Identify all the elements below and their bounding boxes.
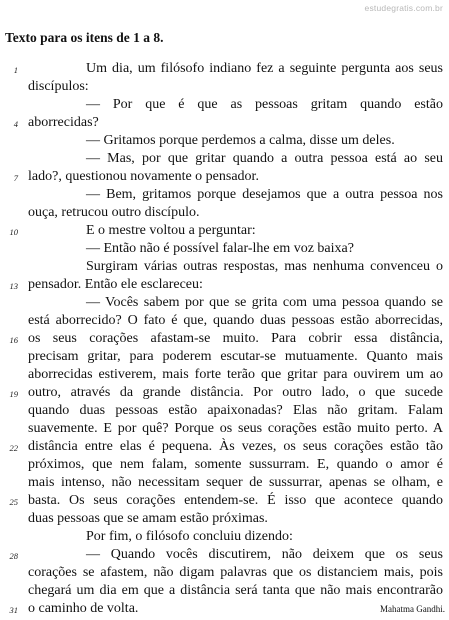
text-line [0, 150, 449, 168]
line-text: suavemente. E por quê? Porque os seus corações estão muito perto. A [28, 421, 443, 436]
line-number: 28 [9, 551, 18, 561]
line-text: ouça, retrucou outro discípulo. [28, 205, 200, 220]
line-text: distância entre elas é pequena. Às vezes, os seus corações estão tão [28, 439, 443, 454]
text-line [0, 186, 449, 204]
line-number: 31 [9, 605, 18, 615]
line-text: o caminho de volta. [28, 601, 139, 616]
text-line [0, 564, 449, 582]
author-attribution: Mahatma Gandhi. [380, 604, 445, 614]
line-number: 19 [9, 389, 18, 399]
text-line [0, 294, 449, 312]
line-number: 25 [9, 497, 18, 507]
text-line [0, 366, 449, 384]
line-text: duas pessoas que se amam estão próximas. [28, 511, 268, 526]
text-line [0, 474, 449, 492]
text-line [0, 546, 449, 564]
line-text: — Bem, gritamos porque desejamos que a outra pessoa nos [86, 187, 443, 202]
line-text: os seus corações afastam-se muito. Para cobrir essa distância, [28, 331, 443, 346]
text-line [0, 132, 449, 150]
text-line [0, 204, 449, 222]
line-number: 10 [9, 227, 18, 237]
line-text: — Quando vocês discutirem, não deixem que os seus [86, 547, 443, 562]
line-text: corações se afastem, não digam palavras que os distanciem mais, pois [28, 565, 443, 580]
text-line [0, 168, 449, 186]
line-text: Um dia, um filósofo indiano fez a seguinte pergunta aos seus [86, 61, 443, 76]
text-line [0, 96, 449, 114]
text-line [0, 114, 449, 132]
text-line [0, 420, 449, 438]
watermark: estudegratis.com.br [364, 3, 443, 13]
line-text: — Mas, por que gritar quando a outra pessoa está ao seu [86, 151, 443, 166]
line-text: pensador. Então ele esclareceu: [28, 277, 203, 292]
text-line [0, 258, 449, 276]
line-text: próximos, que nem falam, somente sussurram. E, quando o amor é [28, 457, 443, 472]
line-number: 7 [13, 173, 18, 183]
line-text: está aborrecido? O fato é que, quando duas pessoas estão aborrecidas, [28, 313, 443, 328]
text-line [0, 60, 449, 78]
text-line [0, 222, 449, 240]
line-text: aborrecidas? [28, 115, 99, 130]
text-line [0, 402, 449, 420]
text-line [0, 492, 449, 510]
line-text: aborrecidas estiverem, mais forte terão que gritar para ouvirem um ao [28, 367, 443, 382]
line-text: quando duas pessoas estão apaixonadas? Elas não gritam. Falam [28, 403, 443, 418]
text-line [0, 348, 449, 366]
line-text: — Gritamos porque perdemos a calma, disse um deles. [86, 133, 395, 148]
line-number: 22 [9, 443, 18, 453]
text-line [0, 438, 449, 456]
line-text: precisam gritar, para poderem escutar-se mutuamente. Quanto mais [28, 349, 443, 364]
text-line [0, 384, 449, 402]
line-text: basta. Os seus corações entendem-se. É isso que acontece quando [28, 493, 443, 508]
line-number: 13 [9, 281, 18, 291]
line-number: 1 [13, 65, 18, 75]
line-text: discípulos: [28, 79, 89, 94]
line-text: — Por que é que as pessoas gritam quando estão [86, 97, 443, 112]
text-line [0, 528, 449, 546]
line-text: outro, através da grande distância. Por outro lado, o que sucede [28, 385, 443, 400]
line-text: chegará um dia em que a distância será tanta que não mais encontrarão [28, 583, 443, 598]
section-heading: Texto para os itens de 1 a 8. [5, 30, 164, 45]
text-line [0, 240, 449, 258]
text-line [0, 276, 449, 294]
text-line [0, 330, 449, 348]
text-line [0, 582, 449, 600]
line-text: Surgiram várias outras respostas, mas nenhuma convenceu o [86, 259, 443, 274]
line-text: mais intenso, não necessitam sequer de sussurrar, apenas se olham, e [28, 475, 443, 490]
text-line [0, 78, 449, 96]
line-text: lado?, questionou novamente o pensador. [28, 169, 259, 184]
line-number: 4 [13, 119, 18, 129]
line-number: 16 [9, 335, 18, 345]
text-line [0, 510, 449, 528]
line-text: — Então não é possível falar-lhe em voz baixa? [86, 241, 354, 256]
line-text: — Vocês sabem por que se grita com uma pessoa quando se [86, 295, 443, 310]
line-text: E o mestre voltou a perguntar: [86, 223, 256, 238]
text-line [0, 312, 449, 330]
line-text: Por fim, o filósofo concluiu dizendo: [86, 529, 293, 544]
text-line [0, 456, 449, 474]
